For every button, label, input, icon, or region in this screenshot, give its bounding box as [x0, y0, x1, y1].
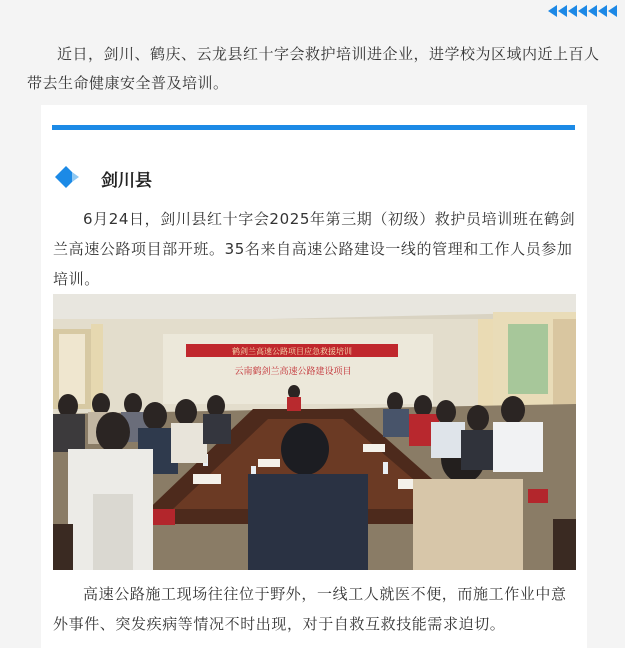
training-photo — [53, 294, 576, 570]
body-paragraph-2: 高速公路施工现场往往位于野外，一线工人就医不便，而施工作业中意外事件、突发疾病等情况不时出现，对于自救互救技能需求迫切。 — [53, 585, 567, 633]
diamond-icon — [53, 162, 83, 192]
wall-sign-text: 云南鹤剑兰高速公路建设项目 — [234, 367, 352, 377]
section-divider-bar — [52, 125, 575, 130]
body-paragraph: 6月24日，剑川县红十字会2025年第三期（初级）救护员培训班在鹤剑兰高速公路项目部开班。35名来自高速公路建设一线的管理和工作人员参加培训。 — [53, 210, 576, 288]
article-card — [41, 105, 587, 648]
decorative-arrows-icon — [548, 5, 617, 17]
section-title: 剑川县 — [101, 171, 152, 191]
banner-text: 鹤剑兰高速公路项目应急救援培训 — [232, 347, 352, 356]
intro-paragraph: 近日，剑川、鹤庆、云龙县红十字会救护培训进企业，进学校为区域内近上百人带去生命健康安全普及培训。 — [27, 45, 600, 92]
